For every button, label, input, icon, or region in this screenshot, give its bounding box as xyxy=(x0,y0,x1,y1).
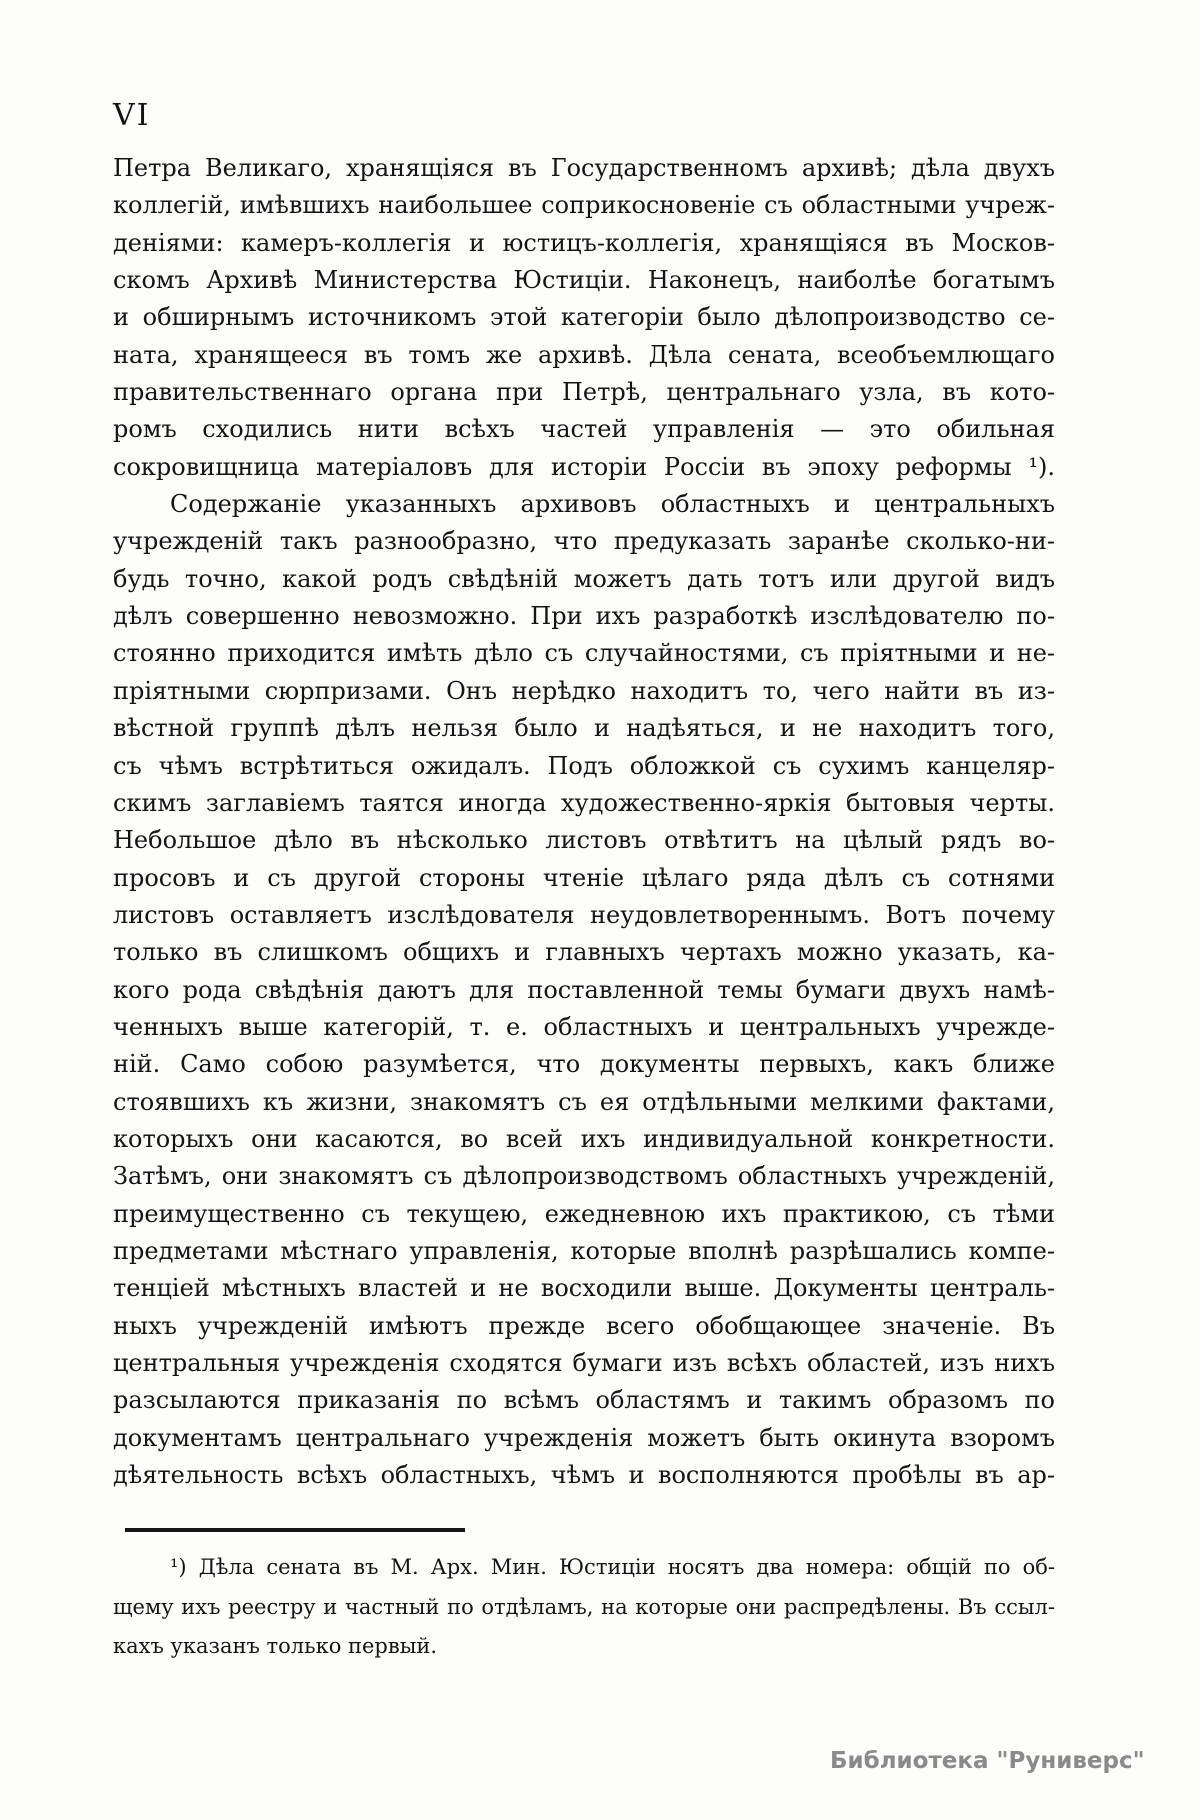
text-line: дѣятельность всѣхъ областныхъ, чѣмъ и восполняются пробѣлы въ ар- xyxy=(113,1461,1055,1490)
text-line: дѣлъ совершенно невозможно. При ихъ разработкѣ изслѣдователю по- xyxy=(113,602,1055,631)
text-line: документамъ центральнаго учрежденія можетъ быть окинута взоромъ xyxy=(113,1423,1055,1452)
text-line: разсылаются приказанія по всѣмъ областямъ и такимъ образомъ по xyxy=(113,1386,1055,1415)
text-line: стоявшихъ къ жизни, знакомятъ съ ея отдѣльными мелкими фактами, xyxy=(113,1087,1055,1116)
text-line: будь точно, какой родъ свѣдѣній можетъ дать тотъ или другой видъ xyxy=(113,564,1055,593)
text-line: центральныя учрежденія сходятся бумаги изъ всѣхъ областей, изъ нихъ xyxy=(113,1349,1055,1377)
text-line: Затѣмъ, они знакомятъ съ дѣлопроизводствомъ областныхъ учрежденій, xyxy=(113,1162,1055,1191)
text-line: ній. Само собою разумѣется, что документы первыхъ, какъ ближе xyxy=(113,1050,1055,1079)
text-line: Небольшое дѣло въ нѣсколько листовъ отвѣтитъ на цѣлый рядъ во- xyxy=(113,826,1055,855)
text-line: тенціей мѣстныхъ властей и не восходили выше. Документы централь- xyxy=(113,1274,1055,1303)
text-line: правительственнаго органа при Петрѣ, центральнаго узла, въ кото- xyxy=(113,378,1055,407)
text-line: ченныхъ выше категорій, т. е. областныхъ и центральныхъ учрежде- xyxy=(113,1012,1055,1041)
text-line: ромъ сходились нити всѣхъ частей управленія — это обильная xyxy=(113,415,1055,444)
text-line: Содержаніе указанныхъ архивовъ областныхъ и центральныхъ xyxy=(170,490,1055,519)
text-line: стоянно приходится имѣть дѣло съ случайностями, съ пріятными и не- xyxy=(113,639,1055,668)
text-line: скимъ заглавіемъ таятся иногда художественно-яркія бытовыя черты. xyxy=(113,788,1055,817)
text-line: деніями: камеръ-коллегія и юстицъ-коллегія, хранящіяся въ Москов- xyxy=(113,228,1055,257)
text-line: сокровищница матеріаловъ для исторіи Россіи въ эпоху реформы ¹). xyxy=(113,452,1055,481)
text-line: кого рода свѣдѣнія даютъ для поставленной темы бумаги двухъ намѣ- xyxy=(113,975,1055,1004)
footnote-separator-rule xyxy=(125,1528,465,1532)
text-line: ната, хранящееся въ томъ же архивѣ. Дѣла сената, всеобъемлющаго xyxy=(113,340,1055,369)
text-line: учрежденій такъ разнообразно, что предуказать заранѣе сколько-ни- xyxy=(113,527,1055,556)
text-line: только въ слишкомъ общихъ и главныхъ чертахъ можно указать, ка- xyxy=(113,938,1055,967)
text-line: предметами мѣстнаго управленія, которые вполнѣ разрѣшались компе- xyxy=(113,1236,1055,1265)
paragraph xyxy=(113,486,1055,1494)
text-line: вѣстной группѣ дѣлъ нельзя было и надѣяться, и не находитъ того, xyxy=(113,714,1055,743)
footnote xyxy=(113,1548,1055,1667)
text-line: пріятными сюрпризами. Онъ нерѣдко находитъ то, чего найти въ из- xyxy=(113,676,1055,705)
paragraph-continuation xyxy=(113,150,1055,486)
text-line: кахъ указанъ только первый. xyxy=(113,1634,438,1658)
text-line: которыхъ они касаются, во всей ихъ индивидуальной конкретности. xyxy=(113,1124,1055,1153)
text-line: съ чѣмъ встрѣтиться ожидалъ. Подъ обложкой съ сухимъ канцеляр- xyxy=(113,751,1055,780)
text-line: просовъ и съ другой стороны чтеніе цѣлаго ряда дѣлъ съ сотнями xyxy=(113,863,1055,892)
text-line: листовъ оставляетъ изслѣдователя неудовлетвореннымъ. Вотъ почему xyxy=(113,900,1055,929)
library-watermark: Библиотека "Руниверс" xyxy=(830,1748,1145,1774)
text-line: и обширнымъ источникомъ этой категоріи было дѣлопроизводство се- xyxy=(113,303,1055,332)
text-line: ¹) Дѣла сената въ М. Арх. Мин. Юстиціи носятъ два номера: общій по об- xyxy=(170,1555,1055,1579)
text-line: ныхъ учрежденій имѣютъ прежде всего обобщающее значеніе. Въ xyxy=(113,1311,1055,1340)
text-line: Петра Великаго, хранящіяся въ Государственномъ архивѣ; дѣла двухъ xyxy=(113,154,1055,182)
page-number: VI xyxy=(113,98,151,133)
text-line: преимущественно съ текущею, ежедневною ихъ практикою, съ тѣми xyxy=(113,1199,1055,1228)
text-line: щему ихъ реестру и частный по отдѣламъ, на которые они распредѣлены. Въ ссыл- xyxy=(113,1594,1055,1619)
text-line: скомъ Архивѣ Министерства Юстиціи. Наконецъ, наиболѣе богатымъ xyxy=(113,266,1055,295)
body-text xyxy=(113,150,1055,1494)
text-line: коллегій, имѣвшихъ наибольшее соприкосновеніе съ областными учреж- xyxy=(113,191,1055,220)
